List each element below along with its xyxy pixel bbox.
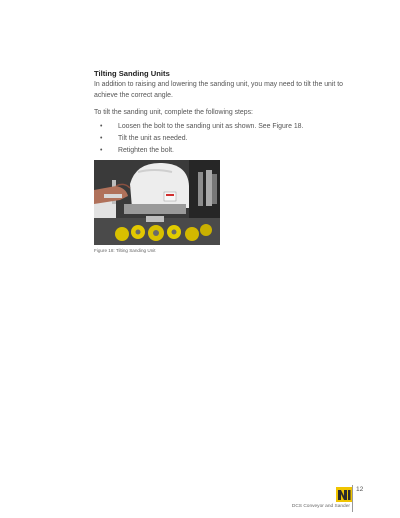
bullet-icon: • — [100, 147, 103, 154]
figure-photo — [94, 160, 220, 245]
page-number: 12 — [356, 486, 364, 493]
section-heading: Tilting Sanding Units — [94, 69, 170, 78]
bullet-icon: • — [100, 123, 103, 130]
company-logo-icon — [336, 487, 352, 502]
step-text: Tilt the unit as needed. — [118, 135, 188, 142]
document-title: DCS Conveyor and Sander — [291, 504, 350, 509]
step-text: Loosen the bolt to the sanding unit as shown. See Figure 18. — [118, 123, 304, 130]
intro-paragraph: In addition to raising and lowering the sanding unit, you may need to tilt the unit to achieve the correct angle. — [94, 81, 343, 99]
list-item — [94, 133, 303, 145]
bullet-icon: • — [100, 135, 103, 142]
list-item — [94, 145, 303, 157]
steps-list — [94, 121, 303, 157]
figure-caption: Figure 18: Tilting Sanding Unit — [94, 248, 156, 253]
step-text: Retighten the bolt. — [118, 147, 174, 154]
list-item — [94, 121, 303, 133]
sanding-unit-photo — [94, 160, 220, 245]
steps-lead-in: To tilt the sanding unit, complete the following steps: — [94, 109, 253, 116]
footer-divider — [352, 485, 353, 512]
